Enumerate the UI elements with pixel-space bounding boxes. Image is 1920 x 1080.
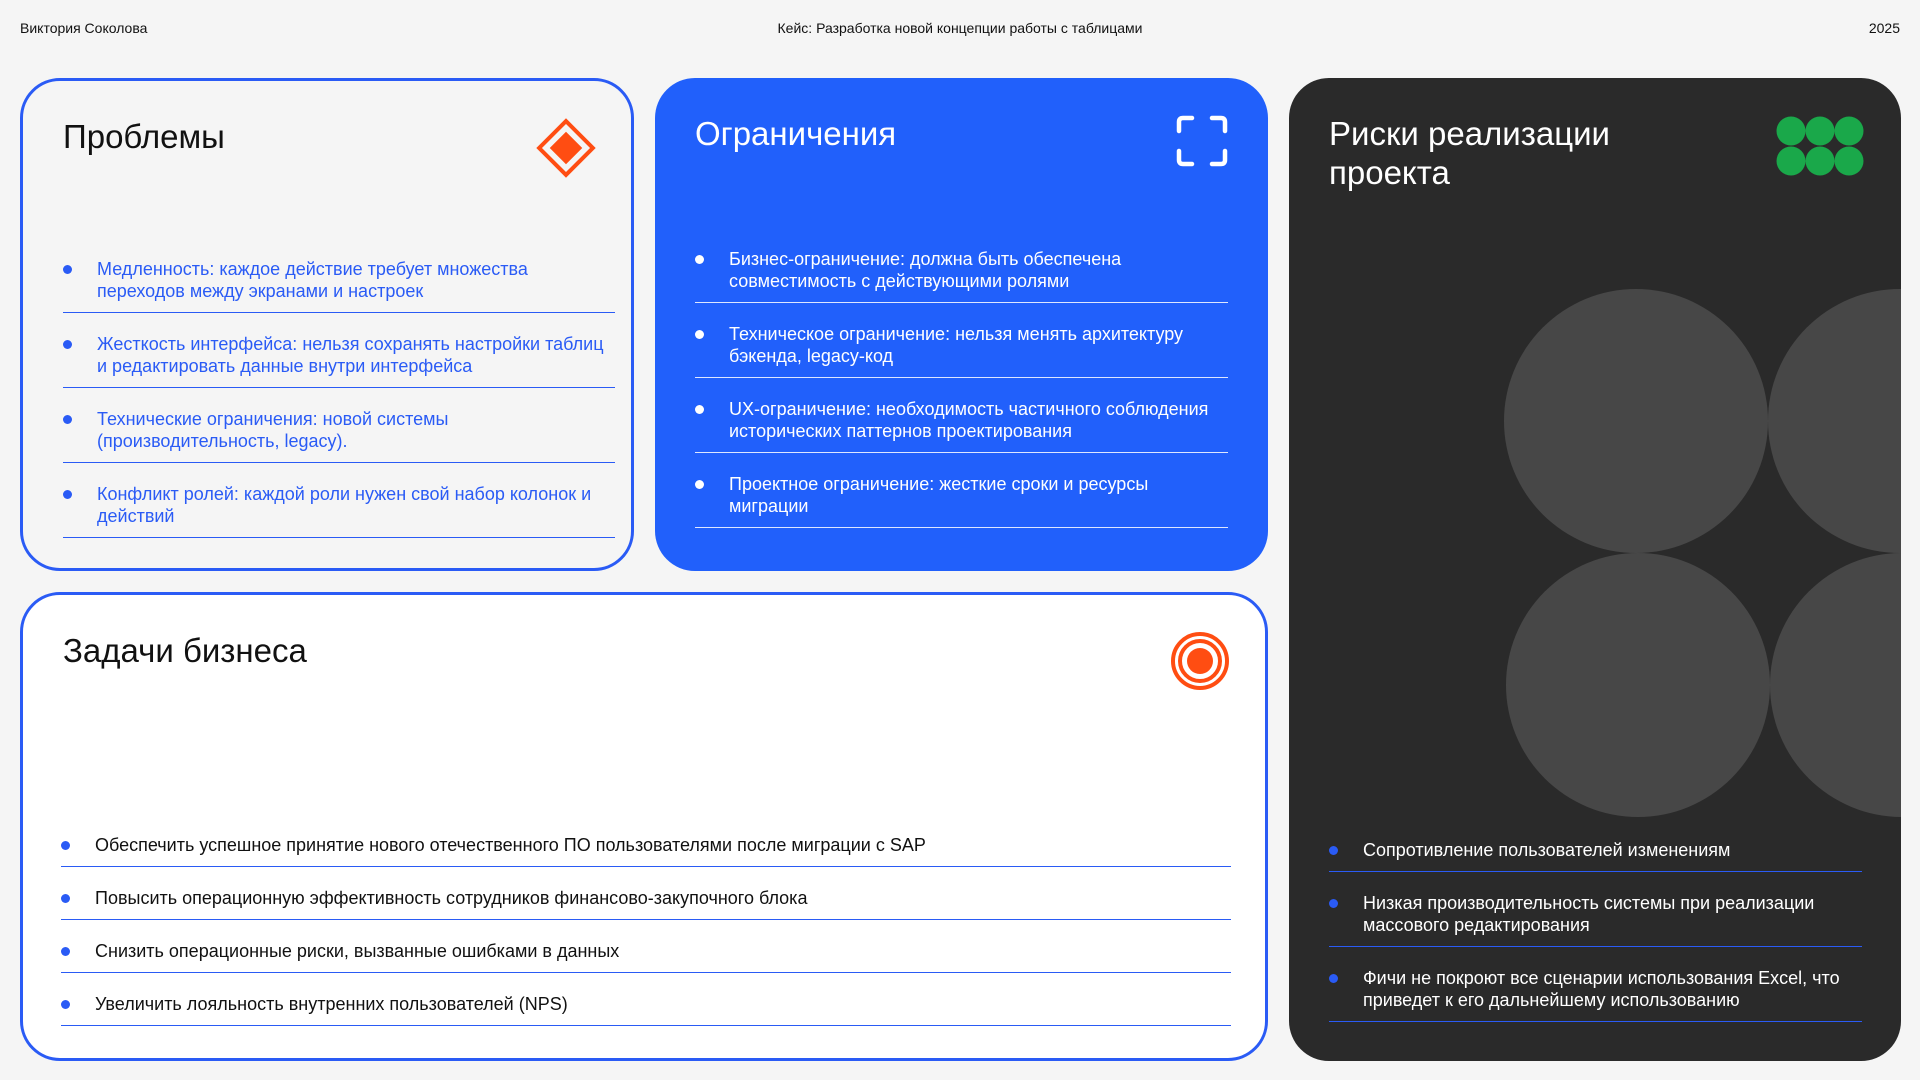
tasks-title: Задачи бизнеса [63, 632, 307, 669]
author-name: Виктория Соколова [20, 20, 148, 36]
risks-list [1329, 839, 1862, 1022]
bullet-icon [61, 841, 70, 850]
list-item: UX-ограничение: необходимость частичного соблюдения исторических паттернов проектирования [695, 398, 1228, 453]
bullet-icon [1329, 899, 1338, 908]
bullet-icon [63, 490, 72, 499]
bullet-icon [63, 415, 72, 424]
bullet-icon [1329, 974, 1338, 983]
limits-list [695, 248, 1228, 528]
list-item: Обеспечить успешное принятие нового отечественного ПО пользователями после миграции с SAP [61, 834, 1231, 867]
tasks-card [20, 592, 1268, 1061]
list-item: Увеличить лояльность внутренних пользователей (NPS) [61, 993, 1231, 1026]
list-item: Конфликт ролей: каждой роли нужен свой набор колонок и действий [63, 483, 615, 538]
risks-title: Риски реализации проекта [1329, 115, 1610, 191]
bullet-icon [63, 340, 72, 349]
decorative-circle [1504, 289, 1768, 553]
bullet-icon [695, 330, 704, 339]
tasks-list [61, 834, 1231, 1026]
list-item: Технические ограничения: новой системы (производительность, legacy). [63, 408, 615, 463]
bullet-icon [61, 894, 70, 903]
target-icon [1170, 631, 1230, 691]
bullet-icon [61, 1000, 70, 1009]
decorative-circle [1506, 553, 1770, 817]
limits-card [655, 78, 1268, 571]
decorative-circle [1770, 553, 1901, 817]
problems-list [63, 258, 615, 538]
bullet-icon [695, 255, 704, 264]
header [20, 20, 1900, 40]
list-item: Низкая производительность системы при реализации массового редактирования [1329, 892, 1862, 947]
bullet-icon [61, 947, 70, 956]
list-item: Сопротивление пользователей изменениям [1329, 839, 1862, 872]
list-item: Жесткость интерфейса: нельзя сохранять настройки таблиц и редактировать данные внутри интерфейса [63, 333, 615, 388]
year: 2025 [1868, 20, 1900, 36]
bullet-icon [695, 405, 704, 414]
list-item: Повысить операционную эффективность сотрудников финансово-закупочного блока [61, 887, 1231, 920]
list-item: Снизить операционные риски, вызванные ошибками в данных [61, 940, 1231, 973]
frame-corners-icon [1176, 115, 1228, 167]
risks-card [1289, 78, 1901, 1061]
bullet-icon [1329, 846, 1338, 855]
list-item: Медленность: каждое действие требует множества переходов между экранами и настроек [63, 258, 615, 313]
diamond-icon [536, 118, 596, 178]
limits-title: Ограничения [695, 115, 897, 152]
list-item: Бизнес-ограничение: должна быть обеспечена совместимость с действующими ролями [695, 248, 1228, 303]
green-dots-icon [1776, 116, 1864, 176]
page-title: Кейс: Разработка новой концепции работы с таблицами [777, 20, 1143, 36]
list-item: Техническое ограничение: нельзя менять архитектуру бэкенда, legacy-код [695, 323, 1228, 378]
bullet-icon [695, 480, 704, 489]
decorative-circle [1768, 289, 1901, 553]
list-item: Проектное ограничение: жесткие сроки и ресурсы миграции [695, 473, 1228, 528]
bullet-icon [63, 265, 72, 274]
problems-card [20, 78, 634, 571]
list-item: Фичи не покроют все сценарии использования Excel, что приведет к его дальнейшему использованию [1329, 967, 1862, 1022]
problems-title: Проблемы [63, 118, 225, 155]
